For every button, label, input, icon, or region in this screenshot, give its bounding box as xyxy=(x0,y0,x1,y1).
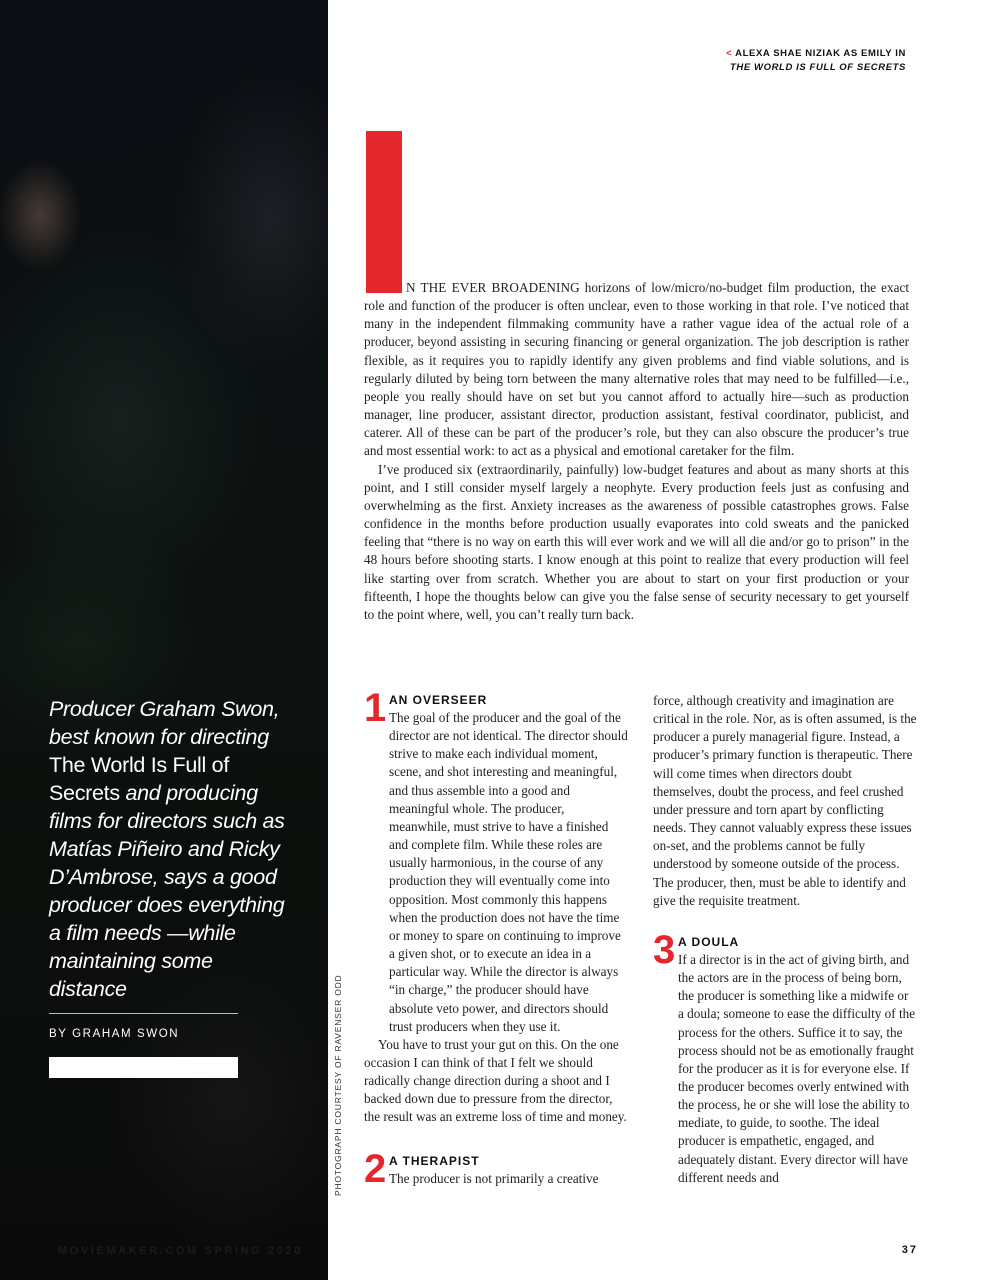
article-intro xyxy=(364,279,909,624)
intro-opener: N THE EVER BROADENING xyxy=(406,280,580,295)
section-heading: AN OVERSEER xyxy=(389,693,488,707)
decorative-bar xyxy=(49,1057,238,1078)
article-column-1 xyxy=(364,686,628,1191)
section-paragraph: You have to trust your gut on this. On the one occasion I can think of that I felt we should radically change direction during a shoot and I backed down due to pressure from the director, the result was an extreme loss of time and money. xyxy=(364,1036,627,1125)
section-number: 3 xyxy=(653,927,676,972)
article-column-2 xyxy=(653,692,917,1187)
section-overseer xyxy=(364,686,628,1127)
caption-line-2: THE WORLD IS FULL OF SECRETS xyxy=(729,62,906,73)
section-heading: A THERAPIST xyxy=(389,1153,480,1168)
section-paragraph: If a director is in the act of giving birth, and the actors are in the process of being born, the producer is something like a midwife or a doula; someone to ease the difficulty of the process for the others. Suffice it to say, the process should not be as emotionally fraught for the producer as it is for everyone else. If the producer becomes overly entwined with the process, he or she will lose the ability to mediate, to guide, to soothe. The ideal producer is empathetic, engaged, and adequately distant. Every director will have different needs and xyxy=(678,951,916,1185)
section-paragraph: The producer is not primarily a creative xyxy=(389,1170,599,1186)
section-heading: A DOULA xyxy=(678,934,740,949)
pull-quote xyxy=(49,695,294,1003)
pull-quote-film-title: The World Is Full of Secrets xyxy=(49,753,229,805)
byline: BY GRAHAM SWON xyxy=(49,1028,180,1040)
section-number: 1 xyxy=(364,686,387,730)
intro-paragraph-2: I’ve produced six (extraordinarily, painfully) low-budget features and about as many shorts at this point, and I still consider myself largely a neophyte. Every production feels just as confusing and overwhelming as the first. Anxiety increases as the awareness of possible catastrophes grows. False confidence in the months before production usually evaporates into cold sweats and the panicked feeling that “there is no way on earth this will ever work and we will all die and/or go to prison” in the 48 hours before shooting starts. I know enough at this point to realize that every production will feel like starting over from scratch. Whether you are about to start on your first production or your fifteenth, I hope the thoughts below can give you the false sense of security necessary to get yourself to the point where, well, you can’t really turn back. xyxy=(364,461,909,622)
hero-photo xyxy=(0,0,328,1280)
footer-watermark: MOVIEMAKER.COM SPRING 2020 xyxy=(58,1245,303,1257)
caption-arrow-icon: < xyxy=(726,48,733,59)
section-therapist xyxy=(364,1146,628,1191)
photo-caption xyxy=(726,47,906,75)
intro-paragraph-1-text: horizons of low/micro/no-budget film production, the exact role and function of the producer is often unclear, even to those working in that role. I’ve noticed that many in the independent filmmaking community have a rather vague idea of the actual role of a producer, beyond assisting in securing financing or general organization. The job description is rather flexible, as it requires you to rapidly identify any given problems and find viable solutions, and is regularly diluted by being torn between the many alternative roles that may need to be fulfilled—i.e., people you really should have on set but you cannot afford to actually hire—such as production manager, line producer, assistant director, production assistant, festival coordinator, publicist, and caterer. All of these can be part of the producer’s role, but they can also obscure the producer’s true and most essential work: to act as a physical and emotional caretaker for the film. xyxy=(364,280,909,459)
drop-cap-letter-i xyxy=(366,131,402,293)
pull-quote-text-start: Producer Graham Swon, best known for directing xyxy=(49,697,280,749)
pull-quote-text-end: and producing films for directors such as Matías Piñeiro and Ricky D’Ambrose, says a good producer does everything a film needs —while maintaining some distance xyxy=(49,781,285,1001)
intro-paragraph-1 xyxy=(364,279,909,461)
section-paragraph: The goal of the producer and the goal of the director are not identical. The director should strive to make each individual moment, scene, and shot interesting and meaningful, and thus assemble into a good and meaningful whole. The producer, meanwhile, must strive to have a finished and complete film. While these roles are usually harmonious, in the course of any production they will eventually come into opposition. Most commonly this happens when the production does not have the time or money to spare on continuing to improve a given shot, or to execute an idea in a particular way. While the director is always “in charge,” the producer should have absolute veto power, and directors should trust producers when they use it. xyxy=(389,710,628,1034)
section-number: 2 xyxy=(364,1146,387,1191)
section-doula xyxy=(653,927,917,1187)
caption-line-1: ALEXA SHAE NIZIAK AS EMILY IN xyxy=(735,48,906,59)
page-number: 37 xyxy=(901,1244,918,1256)
section-paragraph-continued: force, although creativity and imagination are critical in the role. Nor, as is often assumed, is the producer a purely managerial figure. Instead, a producer’s primary function is therapeutic. There will come times when directors doubt themselves, doubt the process, and feel crushed under pressure and torn apart by conflicting needs. They cannot valuably express these issues on-set, and the problems cannot be fully understood by someone outside of the process. The producer, then, must be able to identify and give the requisite treatment. xyxy=(653,693,917,908)
pull-quote-divider xyxy=(49,1013,238,1014)
photo-credit: PHOTOGRAPH COURTESY OF RAVENSER ODD xyxy=(333,974,343,1196)
